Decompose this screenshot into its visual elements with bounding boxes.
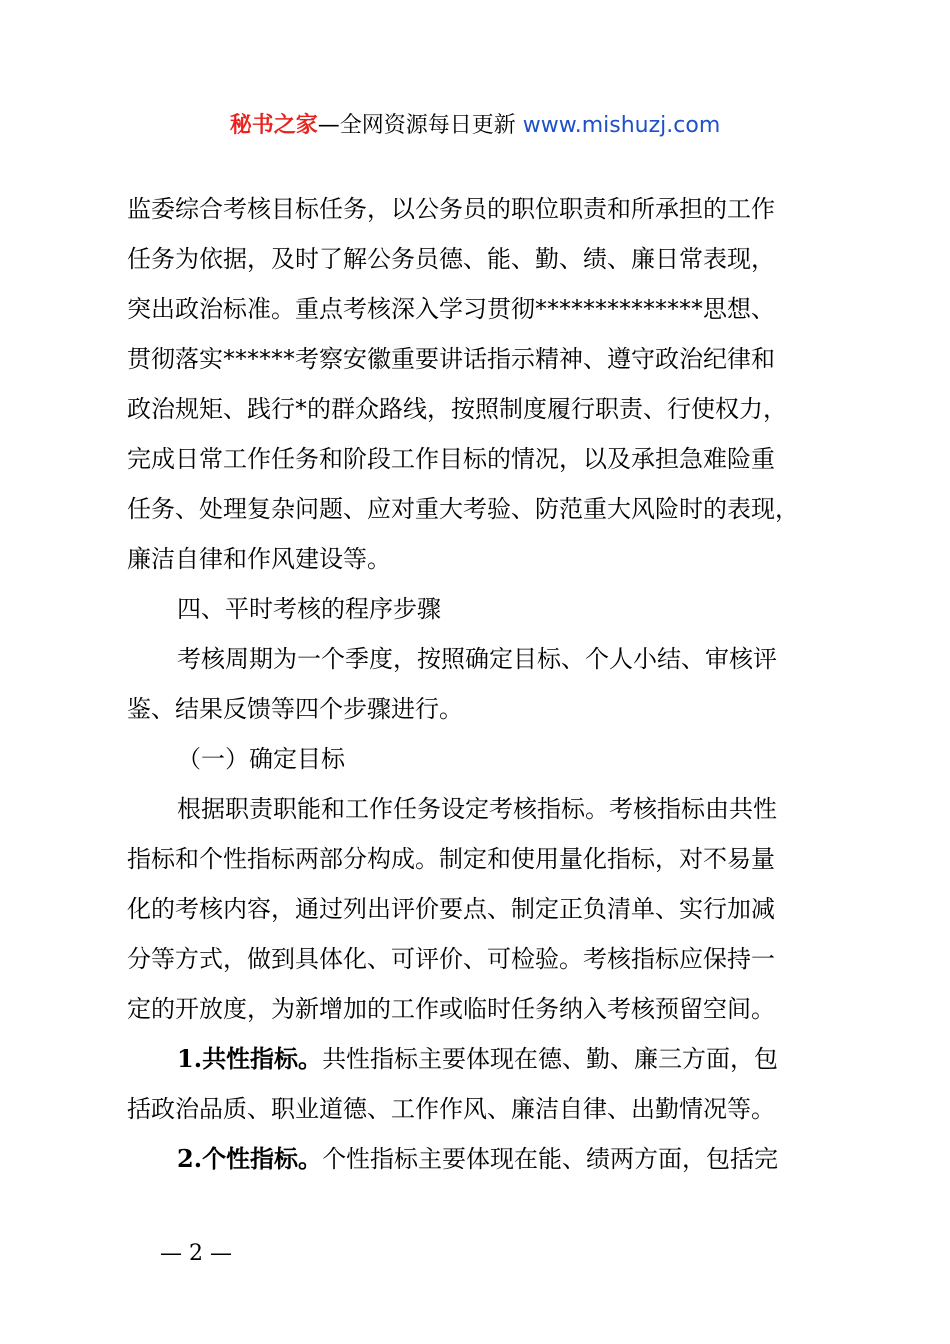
item-1-continuation: 括政治品质、职业道德、工作作风、廉洁自律、出勤情况等。 <box>127 1095 775 1123</box>
subsection-heading: （一）确定目标 <box>177 745 345 773</box>
item-2-title: 个性指标。 <box>202 1145 323 1173</box>
item-1-title: 共性指标。 <box>202 1045 323 1073</box>
text-line: 监委综合考核目标任务，以公务员的职位职责和所承担的工作 <box>127 195 775 223</box>
item-1-number: 1. <box>177 1044 203 1073</box>
text-line: 任务为依据，及时了解公务员德、能、勤、绩、廉日常表现， <box>127 245 775 273</box>
page-number: — 2 — <box>160 1241 232 1266</box>
header-slogan: —全网资源每日更新 <box>317 113 523 138</box>
text-line: 鉴、结果反馈等四个步骤进行。 <box>127 695 463 723</box>
header-url[interactable]: www.mishuzj.com <box>522 113 721 138</box>
text-line: 廉洁自律和作风建设等。 <box>127 545 391 573</box>
text-line: 完成日常工作任务和阶段工作目标的情况，以及承担急难险重 <box>127 445 775 473</box>
text-line: 定的开放度，为新增加的工作或临时任务纳入考核预留空间。 <box>127 995 775 1023</box>
page-header <box>0 108 950 144</box>
document-body <box>127 184 857 1184</box>
item-1-line <box>127 1034 857 1084</box>
text-line: 突出政治标准。重点考核深入学习贯彻**************思想、 <box>127 295 775 323</box>
text-line: 贯彻落实******考察安徽重要讲话指示精神、遵守政治纪律和 <box>127 345 775 373</box>
item-2-number: 2. <box>177 1144 203 1173</box>
item-2-text: 个性指标主要体现在能、绩两方面，包括完 <box>322 1145 779 1173</box>
text-line: 考核周期为一个季度，按照确定目标、个人小结、审核评 <box>177 645 777 673</box>
text-line: 政治规矩、践行*的群众路线，按照制度履行职责、行使权力， <box>127 395 787 423</box>
text-line: 分等方式，做到具体化、可评价、可检验。考核指标应保持一 <box>127 945 775 973</box>
text-line: 根据职责职能和工作任务设定考核指标。考核指标由共性 <box>177 795 777 823</box>
text-line: 化的考核内容，通过列出评价要点、制定正负清单、实行加减 <box>127 895 775 923</box>
section-heading: 四、平时考核的程序步骤 <box>177 595 441 623</box>
item-1-text: 共性指标主要体现在德、勤、廉三方面，包 <box>322 1045 779 1073</box>
text-line: 指标和个性指标两部分构成。制定和使用量化指标，对不易量 <box>127 845 775 873</box>
text-line: 任务、处理复杂问题、应对重大考验、防范重大风险时的表现， <box>127 495 799 523</box>
brand-name: 秘书之家 <box>229 113 318 138</box>
item-2-line <box>127 1134 857 1184</box>
